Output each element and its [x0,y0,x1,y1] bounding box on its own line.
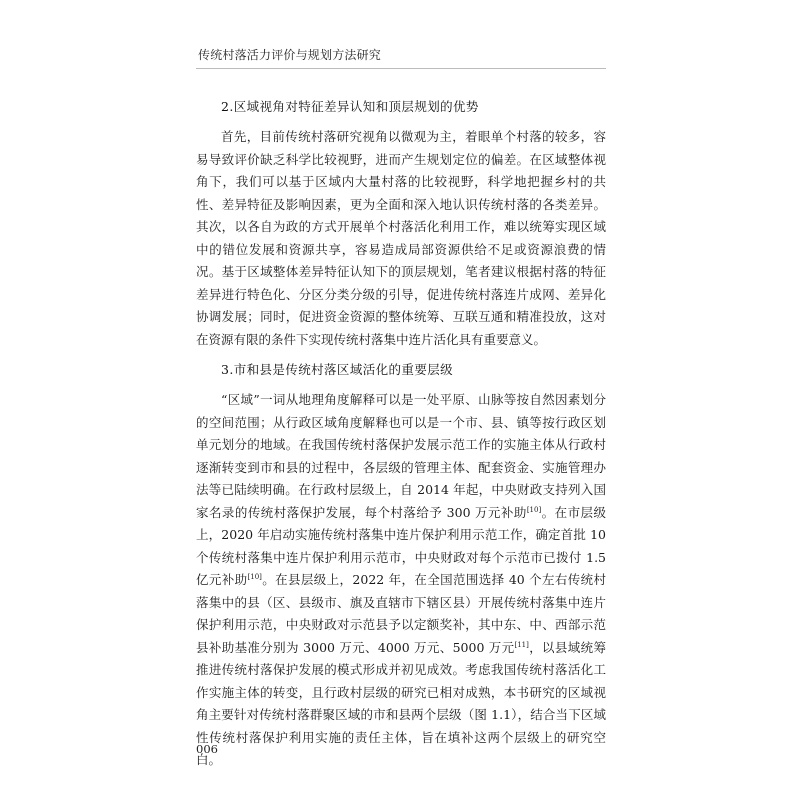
section-3-text-part-2: 。在市层级上，2020 年启动实施传统村落集中连片保护利用示范工作，确定首批 10 个传统村落集中连片保护利用示范市，中央财政对每个示范市已拨付 1.5 亿元补助 [196,504,606,587]
citation-10-b: [10] [247,572,262,581]
section-3-text-part-1: “区域”一词从地理角度解释可以是一处平原、山脉等按自然因素划分的空间范围；从行政区域角度解释也可以是一个市、县、镇等按行政区划单元划分的地域。在我国传统村落保护发展示范工作的实施主体从行政村逐渐转变到市和县的过程中，各层级的管理主体、配套资金、实施管理办法等已陆续明确。在行政村层级上，自 2014 年起，中央财政支持列入国家名录的传统村落保护发展，每个村落给予 300 万元补助 [196,392,606,520]
header-divider [196,68,606,69]
section-3-text-part-3: 。在县层级上，2022 年，在全国范围选择 40 个左右传统村落集中的县（区、县级市、旗及直辖市下辖区县）开展传统村落集中连片保护利用示范，中央财政对示范县予以定额奖补，其中东、中、西部示范县补助基准分别为 3000 万元、4000 万元、5000 万元 [196,572,606,655]
section-3-paragraph [196,389,606,772]
section-3-text-part-4: ，以县域统筹推进传统村落保护发展的模式形成并初见成效。考虑我国传统村落活化工作实施主体的转变，且行政村层级的研究已相对成熟，本书研究的区域视角主要针对传统村落群聚区域的市和县两个层级（图 1.1），结合当下区域性传统村落保护利用实施的责任主体，旨在填补这两个层级上的研究空白。 [196,639,606,767]
page-number: 006 [196,742,218,756]
section-2-paragraph: 首先，目前传统村落研究视角以微观为主，着眼单个村落的较多，容易导致评价缺乏科学比较视野，进而产生规划定位的偏差。在区域整体视角下，我们可以基于区域内大量村落的比较视野，科学地把握乡村的共性、差异特征及影响因素，更为全面和深入地认识传统村落的各类差异。其次，以各自为政的方式开展单个村落活化利用工作，难以统筹实现区域中的错位发展和资源共享，容易造成局部资源供给不足或资源浪费的情况。基于区域整体差异特征认知下的顶层规划，笔者建议根据村落的特征差异进行特色化、分区分类分级的引导，促进传统村落连片成网、差异化协调发展；同时，促进资金资源的整体统筹、互联互通和精准投放，这对在资源有限的条件下实现传统村落集中连片活化具有重要意义。 [196,129,606,347]
running-header: 传统村落活力评价与规划方法研究 [198,48,382,62]
page-body [196,96,606,780]
citation-11: [11] [514,640,529,649]
citation-10-a: [10] [526,505,542,514]
section-2-heading: 2.区域视角对特征差异认知和顶层规划的优势 [221,99,479,114]
section-3-heading: 3.市和县是传统村落区域活化的重要层级 [221,362,454,377]
